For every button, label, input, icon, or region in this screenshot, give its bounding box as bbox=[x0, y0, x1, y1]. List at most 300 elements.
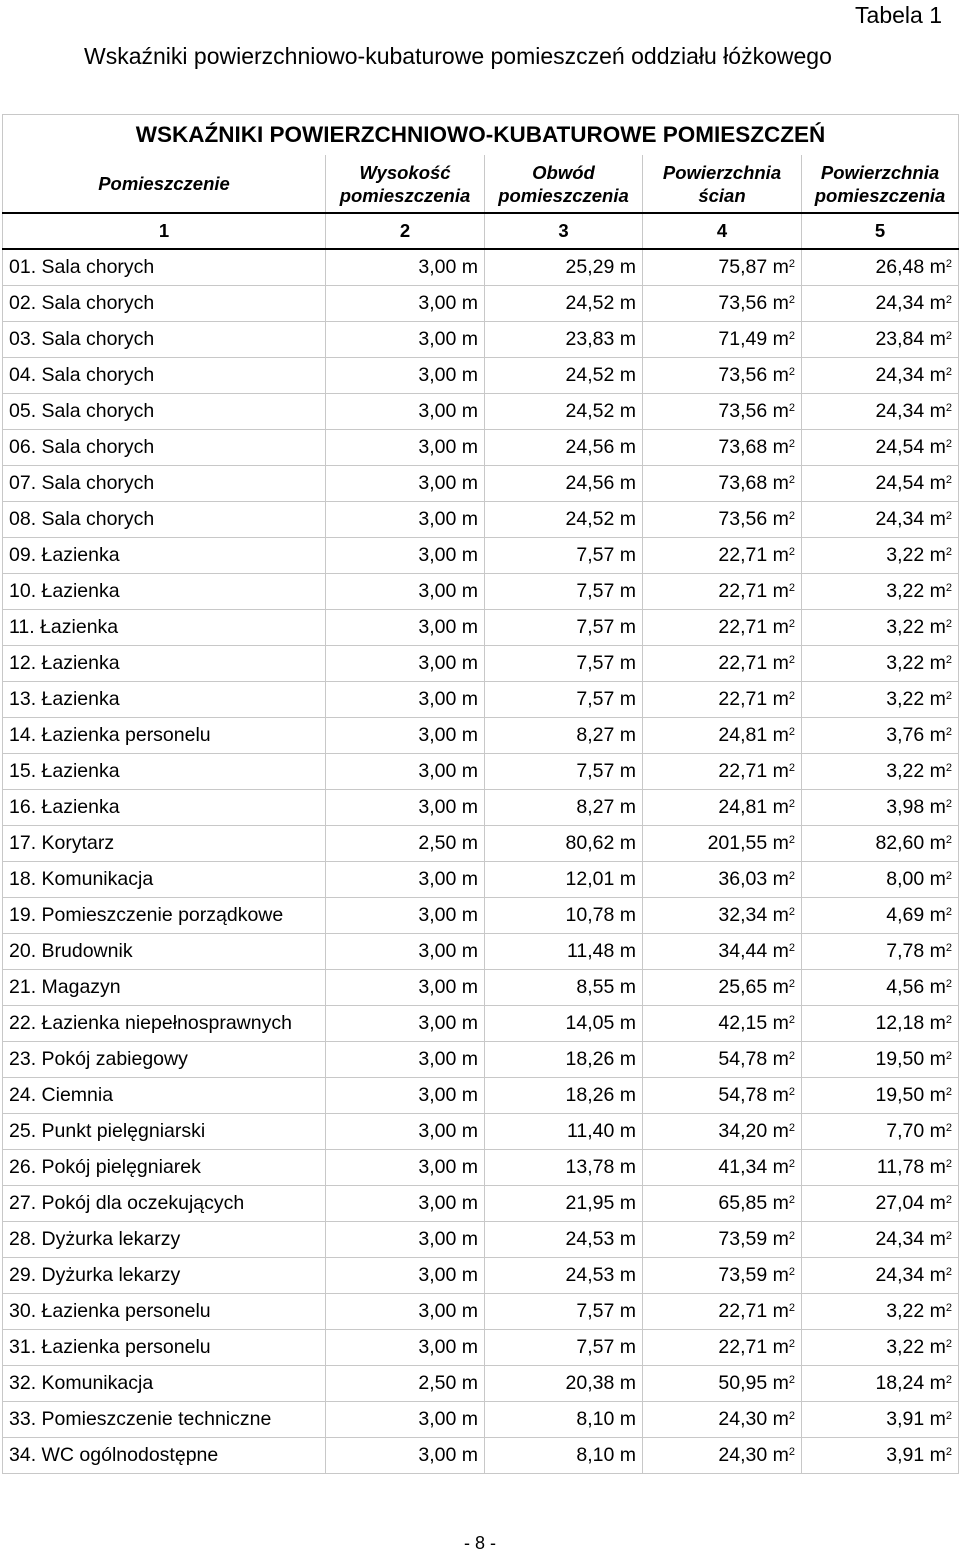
perimeter-cell-value: 10,78 m bbox=[565, 904, 636, 926]
room-name-cell-value: 33. Pomieszczenie techniczne bbox=[9, 1408, 272, 1430]
perimeter-cell-value: 7,57 m bbox=[576, 544, 636, 566]
table-row bbox=[3, 502, 959, 538]
unit-superscript: 2 bbox=[945, 1410, 953, 1422]
height-cell bbox=[326, 790, 485, 826]
floor-area-cell-value: 7,70 m bbox=[886, 1120, 946, 1142]
perimeter-cell bbox=[485, 249, 643, 286]
room-name-cell bbox=[3, 394, 326, 430]
floor-area-cell-value: 3,22 m bbox=[886, 544, 946, 566]
floor-area-cell-value: 4,69 m bbox=[886, 904, 946, 926]
room-name-cell-value: 25. Punkt pielęgniarski bbox=[9, 1120, 206, 1142]
unit-superscript: 2 bbox=[788, 1122, 795, 1134]
perimeter-cell-value: 18,26 m bbox=[565, 1084, 636, 1106]
height-cell bbox=[326, 574, 485, 610]
perimeter-cell-value: 24,52 m bbox=[565, 364, 636, 386]
table-title: WSKAŹNIKI POWIERZCHNIOWO-KUBATUROWE POMIESZCZEŃ bbox=[3, 115, 959, 156]
wall-area-cell-value: 22,71 m bbox=[718, 688, 789, 710]
floor-area-cell-value: 3,91 m bbox=[886, 1444, 946, 1466]
table-row bbox=[3, 538, 959, 574]
height-cell-value: 3,00 m bbox=[418, 508, 478, 530]
column-number: 2 bbox=[326, 213, 485, 249]
height-cell bbox=[326, 610, 485, 646]
wall-area-cell-value: 24,30 m bbox=[718, 1444, 789, 1466]
room-name-cell-value: 29. Dyżurka lekarzy bbox=[9, 1264, 181, 1286]
wall-area-cell-value: 50,95 m bbox=[718, 1372, 789, 1394]
wall-area-cell bbox=[643, 718, 802, 754]
wall-area-cell bbox=[643, 574, 802, 610]
height-cell-value: 3,00 m bbox=[418, 1228, 478, 1250]
column-number: 3 bbox=[485, 213, 643, 249]
height-cell-value: 3,00 m bbox=[418, 1408, 478, 1430]
perimeter-cell bbox=[485, 754, 643, 790]
floor-area-cell bbox=[802, 466, 959, 502]
room-name-cell-value: 13. Łazienka bbox=[9, 688, 120, 710]
table-row bbox=[3, 1402, 959, 1438]
height-cell-value: 3,00 m bbox=[418, 724, 478, 746]
wall-area-cell bbox=[643, 322, 802, 358]
room-name-cell bbox=[3, 1258, 326, 1294]
wall-area-cell bbox=[643, 646, 802, 682]
wall-area-cell bbox=[643, 898, 802, 934]
wall-area-cell-value: 22,71 m bbox=[718, 760, 789, 782]
wall-area-cell bbox=[643, 538, 802, 574]
unit-superscript: 2 bbox=[945, 258, 953, 270]
perimeter-cell-value: 12,01 m bbox=[565, 868, 636, 890]
room-name-cell bbox=[3, 466, 326, 502]
perimeter-cell bbox=[485, 502, 643, 538]
room-name-cell bbox=[3, 538, 326, 574]
room-name-cell-value: 18. Komunikacja bbox=[9, 868, 154, 890]
perimeter-cell bbox=[485, 1006, 643, 1042]
unit-superscript: 2 bbox=[788, 1230, 795, 1242]
floor-area-cell bbox=[802, 610, 959, 646]
unit-superscript: 2 bbox=[945, 726, 953, 738]
room-name-cell bbox=[3, 754, 326, 790]
height-cell-value: 3,00 m bbox=[418, 1012, 478, 1034]
table-body bbox=[3, 115, 959, 1474]
perimeter-cell-value: 8,27 m bbox=[576, 724, 636, 746]
table-row bbox=[3, 1150, 959, 1186]
room-name-cell-value: 30. Łazienka personelu bbox=[9, 1300, 211, 1322]
table-row bbox=[3, 970, 959, 1006]
room-name-cell-value: 20. Brudownik bbox=[9, 940, 133, 962]
unit-superscript: 2 bbox=[788, 1302, 795, 1314]
room-name-cell bbox=[3, 1114, 326, 1150]
unit-superscript: 2 bbox=[945, 438, 953, 450]
perimeter-cell-value: 25,29 m bbox=[565, 256, 636, 278]
perimeter-cell bbox=[485, 1438, 643, 1474]
floor-area-cell-value: 19,50 m bbox=[875, 1048, 946, 1070]
room-name-cell bbox=[3, 1042, 326, 1078]
wall-area-cell-value: 42,15 m bbox=[718, 1012, 789, 1034]
height-cell-value: 3,00 m bbox=[418, 328, 478, 350]
perimeter-cell bbox=[485, 1114, 643, 1150]
wall-area-cell bbox=[643, 286, 802, 322]
table-row bbox=[3, 430, 959, 466]
height-cell bbox=[326, 286, 485, 322]
height-cell bbox=[326, 1402, 485, 1438]
unit-superscript: 2 bbox=[945, 582, 953, 594]
height-cell-value: 3,00 m bbox=[418, 652, 478, 674]
height-cell-value: 3,00 m bbox=[418, 1084, 478, 1106]
wall-area-cell bbox=[643, 1438, 802, 1474]
floor-area-cell bbox=[802, 1258, 959, 1294]
perimeter-cell-value: 21,95 m bbox=[565, 1192, 636, 1214]
height-cell bbox=[326, 394, 485, 430]
floor-area-cell bbox=[802, 718, 959, 754]
unit-superscript: 2 bbox=[945, 474, 953, 486]
room-name-cell bbox=[3, 682, 326, 718]
wall-area-cell bbox=[643, 754, 802, 790]
room-name-cell bbox=[3, 1330, 326, 1366]
perimeter-cell bbox=[485, 790, 643, 826]
floor-area-cell bbox=[802, 862, 959, 898]
unit-superscript: 2 bbox=[945, 870, 953, 882]
height-cell-value: 3,00 m bbox=[418, 1264, 478, 1286]
height-cell bbox=[326, 1150, 485, 1186]
room-name-cell bbox=[3, 1438, 326, 1474]
unit-superscript: 2 bbox=[788, 762, 795, 774]
wall-area-cell-value: 73,56 m bbox=[718, 292, 789, 314]
floor-area-cell-value: 24,54 m bbox=[875, 472, 946, 494]
unit-superscript: 2 bbox=[788, 1338, 795, 1350]
height-cell bbox=[326, 826, 485, 862]
room-name-cell-value: 34. WC ogólnodostępne bbox=[9, 1444, 219, 1466]
floor-area-cell bbox=[802, 1330, 959, 1366]
room-name-cell-value: 05. Sala chorych bbox=[9, 400, 155, 422]
floor-area-cell bbox=[802, 754, 959, 790]
unit-superscript: 2 bbox=[788, 1158, 795, 1170]
wall-area-cell-value: 22,71 m bbox=[718, 652, 789, 674]
perimeter-cell bbox=[485, 934, 643, 970]
room-name-cell-value: 03. Sala chorych bbox=[9, 328, 155, 350]
floor-area-cell bbox=[802, 1078, 959, 1114]
height-cell bbox=[326, 502, 485, 538]
wall-area-cell-value: 24,81 m bbox=[718, 796, 789, 818]
height-cell bbox=[326, 1186, 485, 1222]
perimeter-cell-value: 8,27 m bbox=[576, 796, 636, 818]
room-name-cell-value: 16. Łazienka bbox=[9, 796, 120, 818]
table-row bbox=[3, 898, 959, 934]
unit-superscript: 2 bbox=[945, 1446, 953, 1458]
wall-area-cell bbox=[643, 1042, 802, 1078]
height-cell-value: 3,00 m bbox=[418, 364, 478, 386]
wall-area-cell bbox=[643, 502, 802, 538]
unit-superscript: 2 bbox=[945, 366, 953, 378]
unit-superscript: 2 bbox=[788, 1194, 795, 1206]
wall-area-cell bbox=[643, 358, 802, 394]
wall-area-cell-value: 34,44 m bbox=[718, 940, 789, 962]
room-name-cell bbox=[3, 610, 326, 646]
wall-area-cell-value: 201,55 m bbox=[707, 832, 789, 854]
height-cell-value: 3,00 m bbox=[418, 400, 478, 422]
room-name-cell-value: 08. Sala chorych bbox=[9, 508, 155, 530]
room-name-cell bbox=[3, 502, 326, 538]
perimeter-cell-value: 8,10 m bbox=[576, 1408, 636, 1430]
height-cell-value: 3,00 m bbox=[418, 796, 478, 818]
room-name-cell-value: 24. Ciemnia bbox=[9, 1084, 114, 1106]
room-name-cell bbox=[3, 790, 326, 826]
floor-area-cell bbox=[802, 1366, 959, 1402]
wall-area-cell-value: 73,56 m bbox=[718, 508, 789, 530]
page-title: Wskaźniki powierzchniowo-kubaturowe pomieszczeń oddziału łóżkowego bbox=[84, 43, 832, 69]
perimeter-cell-value: 24,52 m bbox=[565, 508, 636, 530]
unit-superscript: 2 bbox=[945, 1050, 953, 1062]
unit-superscript: 2 bbox=[788, 582, 795, 594]
table-row bbox=[3, 754, 959, 790]
room-name-cell bbox=[3, 1222, 326, 1258]
room-name-cell bbox=[3, 358, 326, 394]
table-number-label: Tabela 1 bbox=[855, 2, 942, 28]
perimeter-cell-value: 7,57 m bbox=[576, 616, 636, 638]
page-number: - 8 - bbox=[463, 1533, 496, 1553]
floor-area-cell-value: 7,78 m bbox=[886, 940, 946, 962]
wall-area-cell-value: 25,65 m bbox=[718, 976, 789, 998]
table-row bbox=[3, 466, 959, 502]
table-row bbox=[3, 1330, 959, 1366]
height-cell bbox=[326, 646, 485, 682]
wall-area-cell-value: 22,71 m bbox=[718, 1336, 789, 1358]
height-cell-value: 3,00 m bbox=[418, 472, 478, 494]
unit-superscript: 2 bbox=[788, 330, 795, 342]
table-row bbox=[3, 1438, 959, 1474]
floor-area-cell bbox=[802, 322, 959, 358]
table-row bbox=[3, 1294, 959, 1330]
wall-area-cell-value: 36,03 m bbox=[718, 868, 789, 890]
floor-area-cell-value: 3,22 m bbox=[886, 616, 946, 638]
unit-superscript: 2 bbox=[945, 1086, 953, 1098]
floor-area-cell-value: 24,34 m bbox=[875, 364, 946, 386]
floor-area-cell-value: 24,34 m bbox=[875, 400, 946, 422]
height-cell-value: 3,00 m bbox=[418, 436, 478, 458]
wall-area-cell bbox=[643, 430, 802, 466]
perimeter-cell-value: 24,52 m bbox=[565, 400, 636, 422]
perimeter-cell-value: 13,78 m bbox=[565, 1156, 636, 1178]
unit-superscript: 2 bbox=[788, 834, 795, 846]
height-cell bbox=[326, 754, 485, 790]
unit-superscript: 2 bbox=[945, 1158, 953, 1170]
table-row bbox=[3, 1366, 959, 1402]
wall-area-cell-value: 73,68 m bbox=[718, 472, 789, 494]
column-header-row bbox=[3, 155, 959, 213]
column-number-row bbox=[3, 213, 959, 249]
table-row bbox=[3, 394, 959, 430]
height-cell-value: 3,00 m bbox=[418, 1192, 478, 1214]
unit-superscript: 2 bbox=[788, 546, 795, 558]
room-name-cell-value: 14. Łazienka personelu bbox=[9, 724, 211, 746]
floor-area-cell-value: 24,34 m bbox=[875, 1228, 946, 1250]
perimeter-cell-value: 14,05 m bbox=[565, 1012, 636, 1034]
unit-superscript: 2 bbox=[788, 870, 795, 882]
unit-superscript: 2 bbox=[945, 402, 953, 414]
floor-area-cell bbox=[802, 1402, 959, 1438]
floor-area-cell-value: 26,48 m bbox=[875, 256, 946, 278]
perimeter-cell-value: 18,26 m bbox=[565, 1048, 636, 1070]
height-cell bbox=[326, 1114, 485, 1150]
wall-area-cell-value: 65,85 m bbox=[718, 1192, 789, 1214]
floor-area-cell bbox=[802, 538, 959, 574]
floor-area-cell bbox=[802, 574, 959, 610]
height-cell-value: 3,00 m bbox=[418, 256, 478, 278]
height-cell-value: 3,00 m bbox=[418, 904, 478, 926]
room-name-cell bbox=[3, 718, 326, 754]
floor-area-cell bbox=[802, 682, 959, 718]
height-cell-value: 3,00 m bbox=[418, 1048, 478, 1070]
room-name-cell bbox=[3, 1402, 326, 1438]
height-cell-value: 3,00 m bbox=[418, 940, 478, 962]
height-cell bbox=[326, 1330, 485, 1366]
unit-superscript: 2 bbox=[945, 1302, 953, 1314]
height-cell bbox=[326, 430, 485, 466]
height-cell-value: 3,00 m bbox=[418, 976, 478, 998]
column-header-perimeter: Obwód pomieszczenia bbox=[485, 155, 643, 213]
height-cell bbox=[326, 1222, 485, 1258]
room-name-cell-value: 17. Korytarz bbox=[9, 832, 115, 854]
perimeter-cell bbox=[485, 1150, 643, 1186]
wall-area-cell-value: 22,71 m bbox=[718, 616, 789, 638]
room-name-cell-value: 06. Sala chorych bbox=[9, 436, 155, 458]
room-name-cell bbox=[3, 1294, 326, 1330]
perimeter-cell bbox=[485, 322, 643, 358]
unit-superscript: 2 bbox=[945, 1230, 953, 1242]
unit-superscript: 2 bbox=[945, 906, 953, 918]
perimeter-cell bbox=[485, 1330, 643, 1366]
floor-area-cell bbox=[802, 1186, 959, 1222]
room-name-cell bbox=[3, 249, 326, 286]
table-row bbox=[3, 1258, 959, 1294]
height-cell bbox=[326, 358, 485, 394]
unit-superscript: 2 bbox=[788, 654, 795, 666]
unit-superscript: 2 bbox=[788, 726, 795, 738]
room-name-cell bbox=[3, 1006, 326, 1042]
perimeter-cell bbox=[485, 1294, 643, 1330]
height-cell bbox=[326, 1294, 485, 1330]
wall-area-cell bbox=[643, 970, 802, 1006]
floor-area-cell bbox=[802, 1042, 959, 1078]
perimeter-cell bbox=[485, 538, 643, 574]
perimeter-cell bbox=[485, 1258, 643, 1294]
perimeter-cell-value: 7,57 m bbox=[576, 760, 636, 782]
room-name-cell bbox=[3, 1186, 326, 1222]
unit-superscript: 2 bbox=[788, 978, 795, 990]
table-row bbox=[3, 1006, 959, 1042]
floor-area-cell bbox=[802, 646, 959, 682]
wall-area-cell-value: 32,34 m bbox=[718, 904, 789, 926]
perimeter-cell-value: 11,48 m bbox=[566, 940, 636, 962]
room-name-cell-value: 07. Sala chorych bbox=[9, 472, 155, 494]
perimeter-cell-value: 80,62 m bbox=[565, 832, 636, 854]
perimeter-cell-value: 7,57 m bbox=[576, 1336, 636, 1358]
wall-area-cell bbox=[643, 934, 802, 970]
unit-superscript: 2 bbox=[945, 1122, 953, 1134]
wall-area-cell-value: 24,81 m bbox=[718, 724, 789, 746]
room-name-cell-value: 09. Łazienka bbox=[9, 544, 120, 566]
floor-area-cell bbox=[802, 970, 959, 1006]
unit-superscript: 2 bbox=[788, 1266, 795, 1278]
table-row bbox=[3, 286, 959, 322]
height-cell bbox=[326, 322, 485, 358]
room-name-cell-value: 04. Sala chorych bbox=[9, 364, 155, 386]
unit-superscript: 2 bbox=[945, 294, 953, 306]
wall-area-cell bbox=[643, 1186, 802, 1222]
perimeter-cell bbox=[485, 1078, 643, 1114]
unit-superscript: 2 bbox=[945, 1014, 953, 1026]
table-row bbox=[3, 574, 959, 610]
room-name-cell-value: 26. Pokój pielęgniarek bbox=[9, 1156, 201, 1178]
height-cell-value: 3,00 m bbox=[418, 1300, 478, 1322]
perimeter-cell bbox=[485, 718, 643, 754]
floor-area-cell bbox=[802, 1294, 959, 1330]
room-name-cell bbox=[3, 430, 326, 466]
wall-area-cell-value: 22,71 m bbox=[718, 544, 789, 566]
table-row bbox=[3, 1114, 959, 1150]
height-cell-value: 3,00 m bbox=[418, 544, 478, 566]
wall-area-cell-value: 73,68 m bbox=[718, 436, 789, 458]
perimeter-cell-value: 8,10 m bbox=[576, 1444, 636, 1466]
column-header-room: Pomieszczenie bbox=[3, 155, 326, 213]
room-name-cell bbox=[3, 322, 326, 358]
height-cell-value: 2,50 m bbox=[418, 832, 478, 854]
table-row bbox=[3, 322, 959, 358]
wall-area-cell bbox=[643, 1114, 802, 1150]
height-cell-value: 3,00 m bbox=[418, 688, 478, 710]
unit-superscript: 2 bbox=[945, 546, 953, 558]
room-name-cell-value: 28. Dyżurka lekarzy bbox=[9, 1228, 181, 1250]
room-name-cell bbox=[3, 286, 326, 322]
wall-area-cell-value: 24,30 m bbox=[718, 1408, 789, 1430]
unit-superscript: 2 bbox=[945, 798, 953, 810]
floor-area-cell bbox=[802, 1150, 959, 1186]
unit-superscript: 2 bbox=[945, 1338, 953, 1350]
floor-area-cell bbox=[802, 898, 959, 934]
unit-superscript: 2 bbox=[788, 618, 795, 630]
height-cell bbox=[326, 862, 485, 898]
table-row bbox=[3, 682, 959, 718]
perimeter-cell bbox=[485, 1402, 643, 1438]
wall-area-cell-value: 73,59 m bbox=[718, 1228, 789, 1250]
unit-superscript: 2 bbox=[788, 906, 795, 918]
room-name-cell-value: 12. Łazienka bbox=[9, 652, 120, 674]
indicators-table bbox=[2, 114, 959, 1474]
table-row bbox=[3, 862, 959, 898]
perimeter-cell bbox=[485, 862, 643, 898]
room-name-cell bbox=[3, 646, 326, 682]
floor-area-cell-value: 19,50 m bbox=[875, 1084, 946, 1106]
floor-area-cell-value: 3,22 m bbox=[886, 760, 946, 782]
height-cell-value: 3,00 m bbox=[418, 616, 478, 638]
unit-superscript: 2 bbox=[945, 762, 953, 774]
wall-area-cell bbox=[643, 1258, 802, 1294]
floor-area-cell bbox=[802, 394, 959, 430]
floor-area-cell bbox=[802, 1006, 959, 1042]
unit-superscript: 2 bbox=[788, 294, 795, 306]
wall-area-cell bbox=[643, 826, 802, 862]
floor-area-cell-value: 3,22 m bbox=[886, 580, 946, 602]
unit-superscript: 2 bbox=[788, 1446, 795, 1458]
floor-area-cell bbox=[802, 826, 959, 862]
perimeter-cell bbox=[485, 682, 643, 718]
perimeter-cell bbox=[485, 466, 643, 502]
height-cell bbox=[326, 538, 485, 574]
wall-area-cell bbox=[643, 1402, 802, 1438]
floor-area-cell-value: 3,22 m bbox=[886, 1300, 946, 1322]
column-number: 1 bbox=[3, 213, 326, 249]
height-cell bbox=[326, 1078, 485, 1114]
unit-superscript: 2 bbox=[945, 690, 953, 702]
wall-area-cell bbox=[643, 610, 802, 646]
perimeter-cell-value: 11,40 m bbox=[566, 1120, 636, 1142]
height-cell bbox=[326, 1042, 485, 1078]
